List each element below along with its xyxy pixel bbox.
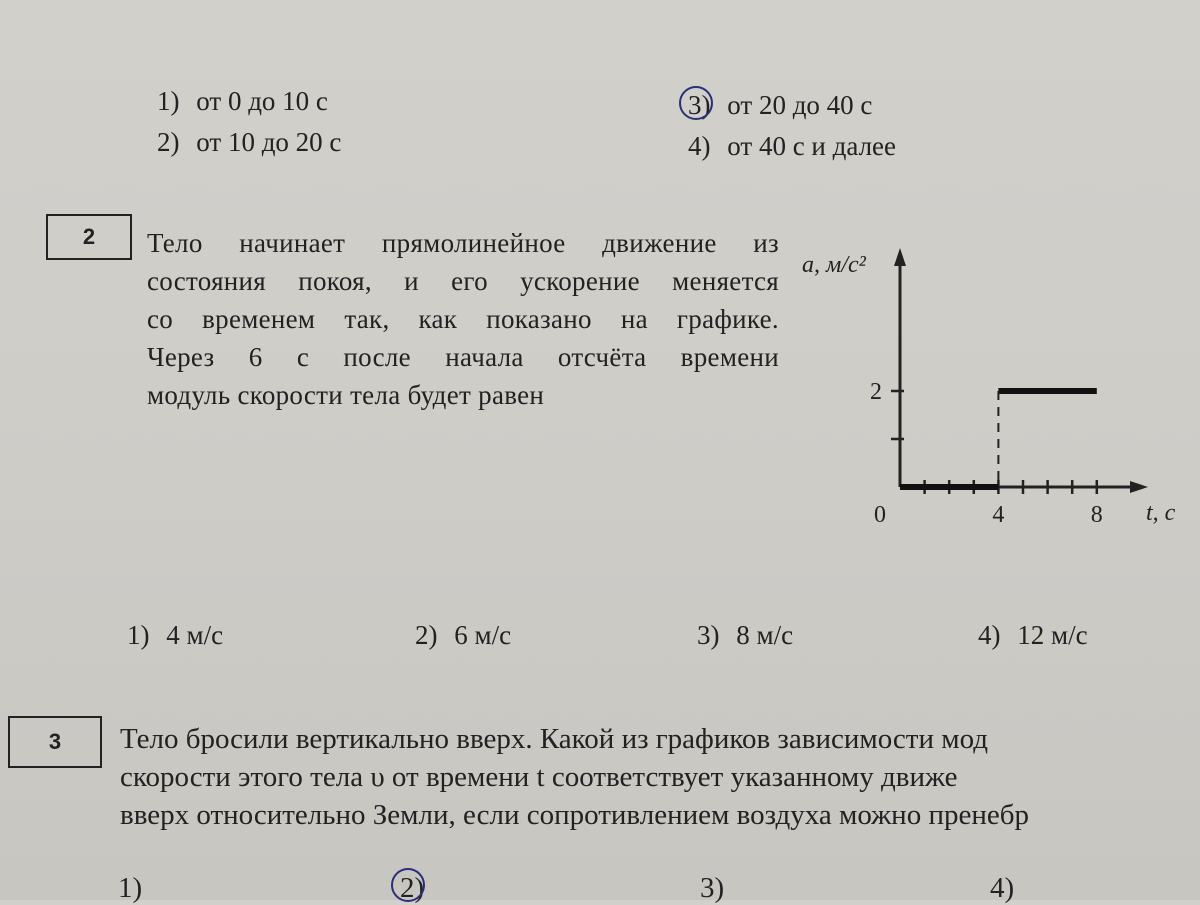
q2-option-3[interactable] [697,620,793,651]
q2-option-2[interactable] [415,620,511,651]
x-axis-arrow-icon [1130,481,1148,493]
q1-option-4[interactable] [688,131,896,162]
q1-option-1-text: от 0 до 10 с [196,86,328,116]
acceleration-graph [790,240,1195,540]
q2-option-2-num: 2) [415,620,438,650]
q3-option-2[interactable] [400,872,424,905]
q3-option-1-num: 1) [118,872,143,904]
y-axis-label: a, м/с² [802,252,866,278]
q1-option-1[interactable] [157,86,328,117]
q2-line-1: Тело начинает прямолинейное движение из [147,228,779,258]
q2-option-3-num: 3) [697,620,720,650]
q3-line-2: скорости этого тела υ от времени t соответствует указанному движе [120,761,958,793]
q1-option-3-text: от 20 до 40 с [727,90,873,120]
q3-question-text [120,720,1200,834]
q3-line-1: Тело бросили вертикально вверх. Какой из графиков зависимости мод [120,723,989,755]
q2-option-4[interactable] [978,620,1088,651]
q3-number: 3 [48,729,62,754]
q3-line-3: вверх относительно Земли, если сопротивлением воздуха можно пренебр [120,799,1029,831]
q2-number: 2 [82,224,96,249]
x-tick-label-4: 4 [992,502,1005,528]
q3-number-box [8,716,102,768]
x-axis-label: t, с [1146,500,1176,526]
q2-option-1-text: 4 м/с [166,620,224,650]
q2-option-1-num: 1) [127,620,150,650]
q1-option-4-text: от 40 с и далее [727,131,897,161]
q1-option-3[interactable] [688,90,872,121]
origin-label: 0 [874,502,886,528]
q2-line-5: модуль скорости тела будет равен [147,380,545,410]
y-ticks [891,391,904,439]
q3-option-2-num: 2) [400,872,425,904]
y-tick-label-2: 2 [870,379,882,405]
q2-line-4: Через 6 с после начала отсчёта времени [147,342,779,372]
y-axis-arrow-icon [894,248,906,266]
q2-option-4-text: 12 м/с [1017,620,1088,650]
q2-line-3: со временем так, как показано на графике. [147,304,779,334]
q1-option-1-num: 1) [157,86,180,116]
x-tick-label-8: 8 [1090,502,1103,528]
q1-option-2-num: 2) [157,127,180,157]
q2-option-4-num: 4) [978,620,1001,650]
q3-option-3[interactable] [700,872,724,905]
q3-option-4[interactable] [990,872,1014,905]
q3-option-3-num: 3) [700,872,725,904]
q2-number-box [46,214,132,260]
q2-question-text [147,224,779,414]
q3-option-1[interactable] [118,872,142,905]
q3-option-4-num: 4) [990,872,1015,904]
q1-option-2[interactable] [157,127,341,158]
q2-option-1[interactable] [127,620,223,651]
q2-option-2-text: 6 м/с [454,620,512,650]
q1-option-4-num: 4) [688,131,711,161]
q2-line-2: состояния покоя, и его ускорение меняется [147,266,779,296]
q2-option-3-text: 8 м/с [736,620,794,650]
q1-option-2-text: от 10 до 20 с [196,127,342,157]
q1-option-3-num: 3) [688,90,711,120]
